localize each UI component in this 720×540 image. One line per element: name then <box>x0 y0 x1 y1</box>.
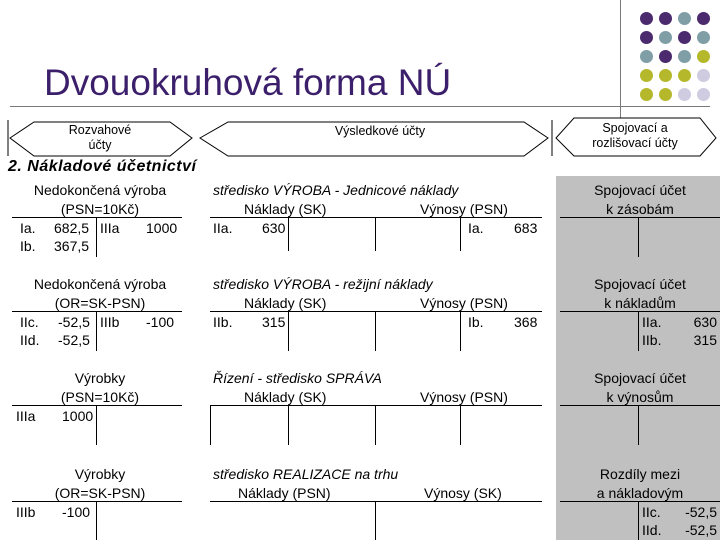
middle-account-1-vline2 <box>375 217 376 251</box>
decorative-dot <box>678 31 691 44</box>
header-link-accounts <box>570 121 700 151</box>
right-account-2-title1: Spojovací účet <box>594 276 686 292</box>
left-account-2-val-b: -52,5 <box>58 332 90 348</box>
right-account-1-hline <box>560 217 720 218</box>
left-account-2-val2: -100 <box>146 314 175 330</box>
middle-account-1-vline1 <box>288 217 289 251</box>
decorative-dot <box>659 50 672 63</box>
right-account-2-val: 630 <box>693 314 717 330</box>
middle-account-1-cval: 683 <box>514 220 538 236</box>
middle-account-2-vline1 <box>288 311 289 351</box>
right-account-4-title1: Rozdíly mezi <box>599 466 681 482</box>
decorative-dot <box>659 31 672 44</box>
right-account-2-hline <box>560 311 720 312</box>
decorative-dot <box>678 12 691 25</box>
left-account-1-vline <box>96 217 97 257</box>
middle-account-3-title: Řízení - středisko SPRÁVA <box>213 370 382 386</box>
header-result-accounts: Výsledkové účty <box>334 124 426 138</box>
left-account-2-vline <box>96 311 97 351</box>
left-account-1-title2: (PSN=10Kč) <box>60 201 140 217</box>
left-account-2-title1: Nedokončená výroba <box>33 276 167 292</box>
middle-account-2-ccode: Ib. <box>468 314 484 330</box>
right-account-4-val: -52,5 <box>685 504 717 520</box>
left-account-4-title1: Výrobky <box>74 466 126 482</box>
decorative-dot <box>697 88 710 101</box>
right-account-3-vline <box>638 405 639 445</box>
decorative-dot <box>678 50 691 63</box>
right-account-4-title2: a nákladovým <box>596 485 684 501</box>
section-title: 2. Nákladové účetnictví <box>8 158 197 175</box>
middle-account-3-credit: Výnosy (PSN) <box>420 389 508 405</box>
middle-account-3-vline3 <box>460 405 461 445</box>
left-account-1-code2: IIIa <box>100 220 120 236</box>
left-account-1-val-b: 367,5 <box>54 238 90 254</box>
middle-account-2-cval: 368 <box>514 314 538 330</box>
middle-account-1-credit: Výnosy (PSN) <box>420 201 508 217</box>
header-balance-line1: Rozvahové <box>68 123 132 137</box>
left-account-3-hline <box>12 405 182 406</box>
middle-account-1-title: středisko VÝROBA - Jednicové náklady <box>213 182 459 198</box>
right-account-4-code: IIc. <box>642 504 661 520</box>
title-divider-horizontal <box>10 106 710 107</box>
header-link-line2: rozlišovací účty <box>592 136 678 150</box>
header-link-line1: Spojovací a <box>602 121 668 135</box>
middle-account-4-credit: Výnosy (SK) <box>424 485 502 501</box>
left-account-2-code2: IIIb <box>100 314 120 330</box>
left-account-1-title1: Nedokončená výroba <box>33 182 167 198</box>
decorative-dot <box>640 12 653 25</box>
middle-account-3-vline2 <box>375 405 376 445</box>
decorative-dot <box>640 69 653 82</box>
left-account-1-val: 682,5 <box>54 220 90 236</box>
decorative-dot <box>640 88 653 101</box>
left-account-1-code: Ia. <box>20 220 36 236</box>
middle-account-2-dcode: IIb. <box>213 314 233 330</box>
left-account-1-val2: 1000 <box>146 220 178 236</box>
middle-account-2-title: středisko VÝROBA - režijní náklady <box>213 276 433 292</box>
left-account-2-val: -52,5 <box>58 314 90 330</box>
middle-account-2-hline <box>210 311 542 312</box>
left-account-1-hline <box>12 217 182 218</box>
middle-account-3-debit: Náklady (SK) <box>244 389 327 405</box>
middle-account-1-ccode: Ia. <box>468 220 484 236</box>
middle-account-2-vline2 <box>375 311 376 351</box>
right-account-3-title2: k výnosům <box>606 389 674 405</box>
right-account-2-code-b: IIb. <box>642 332 662 348</box>
middle-account-4-hline <box>210 501 542 502</box>
decorative-dot <box>697 12 710 25</box>
left-account-4-title2: (OR=SK-PSN) <box>54 485 146 501</box>
left-account-4-val: -100 <box>62 504 91 520</box>
middle-account-3-hline <box>210 405 542 406</box>
middle-account-2-dval: 315 <box>262 314 286 330</box>
left-account-3-code: IIIa <box>16 408 36 424</box>
middle-account-1-dcode: IIa. <box>213 220 233 236</box>
decorative-dot <box>659 69 672 82</box>
page-title: Dvouokruhová forma NÚ <box>44 62 452 103</box>
decorative-dot <box>678 69 691 82</box>
header-balance-accounts <box>40 123 160 153</box>
right-account-4-code-b: IId. <box>642 522 662 538</box>
middle-account-4-vline <box>375 501 376 540</box>
left-account-2-hline <box>12 311 182 312</box>
right-account-2-vline <box>638 311 639 351</box>
right-account-2-val-b: 315 <box>693 332 717 348</box>
decorative-dot <box>697 69 710 82</box>
left-account-1-code-b: Ib. <box>20 238 36 254</box>
middle-account-1-debit: Náklady (SK) <box>244 201 327 217</box>
middle-account-3-vline1 <box>288 405 289 445</box>
right-account-1-title2: k zásobám <box>606 201 674 217</box>
decorative-dot <box>640 50 653 63</box>
decorative-dot <box>697 31 710 44</box>
right-account-2-title2: k nákladům <box>604 295 676 311</box>
right-account-4-val-b: -52,5 <box>685 522 717 538</box>
left-account-4-hline <box>12 501 182 502</box>
left-account-4-code: IIIb <box>16 504 36 520</box>
middle-account-3-vline0 <box>210 405 211 445</box>
middle-account-1-hline <box>210 217 542 218</box>
right-account-4-hline <box>560 501 720 502</box>
left-account-3-title1: Výrobky <box>74 370 126 386</box>
middle-account-2-vline3 <box>460 311 461 351</box>
right-account-4-vline <box>638 501 639 540</box>
middle-account-4-debit: Náklady (PSN) <box>238 485 331 501</box>
right-account-2-code: IIa. <box>642 314 662 330</box>
left-account-3-title2: (PSN=10Kč) <box>60 389 140 405</box>
decorative-dot <box>659 12 672 25</box>
middle-account-1-dval: 630 <box>262 220 286 236</box>
right-account-1-vline <box>638 217 639 257</box>
decorative-dot <box>640 31 653 44</box>
title-divider-vertical <box>620 0 621 118</box>
left-account-3-vline <box>96 405 97 445</box>
middle-account-2-credit: Výnosy (PSN) <box>420 295 508 311</box>
right-account-3-title1: Spojovací účet <box>594 370 686 386</box>
right-account-1-title1: Spojovací účet <box>594 182 686 198</box>
middle-account-1-vline3 <box>460 217 461 251</box>
middle-account-4-title: středisko REALIZACE na trhu <box>213 466 399 482</box>
left-account-2-code-b: IId. <box>20 332 40 348</box>
right-account-3-hline <box>560 405 720 406</box>
decorative-dot <box>697 50 710 63</box>
left-account-2-title2: (OR=SK-PSN) <box>54 295 146 311</box>
middle-account-2-debit: Náklady (SK) <box>244 295 327 311</box>
decorative-dot <box>678 88 691 101</box>
left-account-3-val: 1000 <box>62 408 94 424</box>
decorative-dot <box>659 88 672 101</box>
left-account-4-vline <box>96 501 97 540</box>
header-balance-line2: účty <box>88 138 112 152</box>
left-account-2-code: IIc. <box>20 314 39 330</box>
